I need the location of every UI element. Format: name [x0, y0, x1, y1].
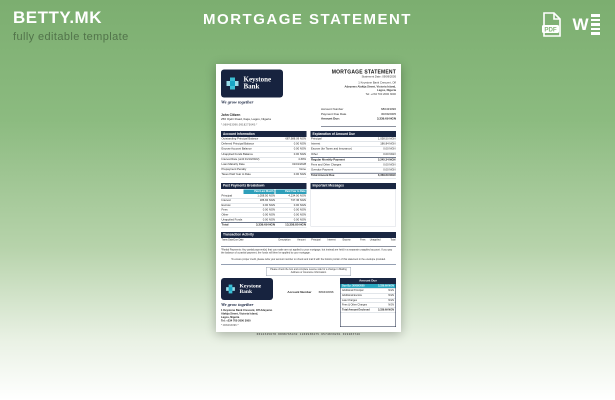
paid-last-month-value: 0.00 NGN: [262, 218, 275, 222]
transaction-column-label: Amount: [297, 238, 306, 242]
row-value: NGN: [388, 303, 394, 307]
paid-last-month-value: 0.00 NGN: [262, 208, 275, 212]
row-value: 186.84 NGN: [380, 142, 396, 146]
keystone-cross-icon: [225, 283, 236, 294]
summary-value: 30/09/2005: [380, 112, 396, 116]
account-summary: [321, 108, 396, 128]
coupon-account-value: 680433096: [318, 290, 334, 294]
row-value: 01/01/2028: [292, 163, 306, 167]
row-label: Interest: [311, 142, 321, 146]
paid-year-to-date-value: 747.36 NGN: [290, 199, 306, 203]
statement-title: MORTGAGE STATEMENT: [331, 69, 396, 75]
row-label: Taxes Paid Year to Date: [221, 173, 251, 177]
row-value: NGN: [388, 293, 394, 297]
summary-label: Account Number: [321, 108, 344, 111]
paid-last-month-value: 1,058.50 NGN: [257, 194, 275, 198]
transaction-activity-header: Transaction Activity: [221, 232, 396, 238]
row-label: Other: [311, 152, 318, 156]
paid-year-to-date-value: 4,234.00 NGN: [288, 194, 306, 198]
row-label: Unapplied Funds: [221, 218, 243, 222]
page-title: MORTGAGE STATEMENT: [203, 11, 412, 28]
payments-messages: [221, 183, 396, 228]
row-label: Due By: 30/09/2005: [341, 284, 365, 288]
coupon-account-label: Account Number: [287, 290, 312, 294]
bank-name: Keystone Bank: [243, 76, 272, 91]
keystone-bank-logo: [221, 70, 283, 98]
account-info-row: [221, 173, 307, 178]
row-label: Other: [221, 213, 229, 217]
row-value: 3,339.69 NGN: [377, 174, 396, 178]
transaction-column-label: Principal: [311, 238, 321, 242]
paid-year-to-date-value: 13,358.80 NGN: [285, 223, 306, 227]
summary-value: 3,339.69 NGN: [376, 117, 396, 121]
row-value: NGN: [388, 298, 394, 302]
account-information-header: Account Information: [221, 131, 307, 137]
paid-year-to-date-value: 0.00 NGN: [293, 213, 306, 217]
coupon-address-line: Alakija Street, Victoria Island,: [221, 312, 259, 316]
brand-subtitle: fully editable template: [13, 31, 129, 43]
row-value: 4.30%: [298, 157, 306, 161]
row-label: Interest Rate (until 01/10/2022): [221, 157, 260, 161]
past-payments-row: [221, 223, 307, 228]
row-value: 0.00 NGN: [383, 147, 396, 151]
row-value: 0.00 NGN: [383, 168, 396, 172]
explanation-row: [311, 173, 397, 179]
paid-last-month-value: 0.00 NGN: [262, 203, 275, 207]
mortgage-statement-preview: [216, 64, 401, 336]
row-value: None: [299, 168, 306, 172]
bank-address-line: Lagos, Nigeria: [377, 89, 396, 92]
row-label: Regular Monthly Payment: [311, 158, 345, 162]
statement-date: Statement Date: 09/09/2005: [361, 75, 396, 79]
past-payments-table: [221, 183, 307, 228]
credit-note: To ensure proper credit, please write your account number on check and mail it with the bottom portion of this statement in the envelope provided.: [231, 258, 386, 261]
pdf-download-icon[interactable]: [539, 11, 565, 38]
coupon-body: [221, 278, 396, 327]
row-value: 0.00 NGN: [293, 147, 306, 151]
row-label: Outstanding Principal Balance: [221, 137, 259, 141]
row-label: Loan Maturity Date: [221, 163, 245, 167]
past-payments-header: Past Payments Breakdown: [221, 183, 307, 189]
explanation-table: [311, 131, 397, 179]
row-label: Additional Principal: [341, 289, 364, 293]
row-label: Additional Escrow: [341, 293, 362, 297]
row-value: 1,058.50 NGN: [377, 137, 396, 141]
account-information-table: [221, 131, 307, 179]
col-paid-year-to-date: Paid Year to Date: [276, 189, 307, 194]
coupon-notice: Please check the box and complete reverse side for a change in Mailing Address or Insurance Information: [266, 267, 351, 276]
row-label: Interest: [221, 199, 231, 203]
paid-year-to-date-value: 0.00 NGN: [293, 208, 306, 212]
info-tables: [221, 131, 396, 179]
bank-tagline: We grow together: [221, 301, 254, 307]
coupon-address-line: Tel: +234 700 2000 3000: [221, 319, 251, 323]
download-icons: [539, 11, 599, 38]
bank-address: [332, 82, 396, 97]
amount-due-box: [340, 278, 396, 327]
addressee-summary-row: [221, 107, 396, 128]
row-label: Late Charges: [341, 298, 358, 302]
word-page-lines: [591, 14, 600, 35]
row-value: NGN: [388, 289, 394, 293]
row-value: 687,988.09 NGN: [285, 137, 306, 141]
transaction-column-label: Escrow: [342, 238, 351, 242]
bank-address-line: 1 Keystone Bank Crescent, Off: [358, 81, 396, 85]
col-paid-last-month: Paid Last Month: [244, 189, 275, 194]
amount-due-header: Amount Due: [340, 278, 395, 284]
customer-name: John Citizen: [221, 113, 241, 117]
brand-logo: BETTY.MK: [13, 8, 102, 27]
micr-line: 0012345678 0098765432 1102938475 6574839201 019283746: [256, 332, 361, 336]
paid-year-to-date-value: 0.00 NGN: [293, 218, 306, 222]
coupon-bank-address: [221, 309, 281, 323]
row-value: 3,339.69 NGN: [378, 308, 394, 312]
transaction-columns: [221, 238, 396, 247]
row-value: 0.00 NGN: [293, 173, 306, 177]
row-value: 0.00 NGN: [293, 142, 306, 146]
row-label: Unapplied Funds Balance: [221, 152, 253, 156]
transaction-column-label: Trans Date: [221, 238, 234, 242]
important-messages-header: Important Messages: [311, 183, 397, 189]
pdf-icon: [540, 11, 564, 38]
summary-row: [321, 117, 396, 122]
row-value: 3,245.34 NGN: [377, 158, 396, 162]
bank-address-line: Tel: +234 700 2000 3000: [365, 92, 396, 96]
important-messages-body: [311, 189, 397, 227]
customer-address: 256 Ojelri Road, Ikeja, Lagos, Nigeria: [221, 118, 271, 121]
past-payments-row: [221, 218, 307, 223]
transaction-column-label: Unapplied: [369, 238, 381, 242]
row-value: 3,339.69 NGN: [378, 284, 394, 288]
row-label: Overdue Payment: [311, 168, 334, 172]
statement-header: [221, 70, 396, 105]
statement-header-right: [332, 70, 396, 105]
customer-address-block: [221, 114, 271, 128]
row-label: Prepayment Penalty: [221, 168, 247, 172]
explanation-header: Explanation of Amount Due: [311, 131, 397, 137]
bank-tagline: We grow together: [221, 99, 254, 105]
row-label: Escrow Account Balance: [221, 147, 252, 151]
row-label: Total Amount Enclosed: [341, 308, 370, 312]
svg-text:PDF: PDF: [544, 26, 557, 34]
summary-value: 680433096: [380, 108, 396, 111]
row-value: 0.00 NGN: [293, 152, 306, 156]
coupon-account: [287, 291, 333, 327]
row-label: Escrow (for Taxes and Insurance): [311, 147, 352, 151]
transaction-column-label: Total: [390, 238, 396, 242]
row-label: Fees: [221, 208, 228, 212]
row-label: Fees and Other Charges: [311, 163, 342, 167]
row-label: Principal: [221, 194, 233, 198]
bank-address-line: Adeyemo Alakija Street, Victoria Island,: [344, 85, 396, 89]
partial-payments-note: *Partial Payments: Any partial payment(s) that you make are not applied to your mortgage, but instead are held in a separate unapplied account. If you pay the balance of a partial payment, the funds will then be applied to your mortgage.: [221, 248, 393, 255]
amount-due-row: [340, 308, 395, 313]
word-w-glyph: W: [572, 15, 589, 34]
coupon-code-line: *:068433096:*: [221, 324, 239, 327]
transaction-column-label: Interest: [327, 238, 336, 242]
coupon-address-line: Lagos, Nigeria: [221, 315, 240, 319]
transaction-activity: [221, 232, 396, 261]
payment-coupon: [221, 264, 396, 336]
paid-year-to-date-value: 0.00 NGN: [293, 203, 306, 207]
keystone-cross-icon: [225, 76, 240, 91]
coupon-address-line: 1 Keystone Bank Crescent, Off Adeyemo: [221, 308, 273, 312]
transaction-column-label: Description: [278, 238, 291, 242]
word-download-icon[interactable]: [573, 11, 599, 38]
row-label: Escrow: [221, 203, 231, 207]
statement-page: [216, 64, 401, 336]
row-value: 0.00 NGN: [383, 152, 396, 156]
coupon-bank-block: [221, 278, 281, 327]
summary-label: Payment Due Date: [321, 112, 347, 116]
row-label: Total Amount Due: [311, 174, 335, 178]
row-label: Fees & Other Charges: [341, 303, 368, 307]
summary-label: Amount Due:: [321, 117, 340, 121]
paid-last-month-value: 0.00 NGN: [262, 213, 275, 217]
transaction-column-label: Fees: [360, 238, 366, 242]
row-value: 0.00 NGN: [383, 163, 396, 167]
row-label: Total: [221, 223, 229, 227]
row-label: Deferred Principal Balance: [221, 142, 255, 146]
paid-last-month-value: 186.84 NGN: [259, 199, 275, 203]
bank-name: Keystone Bank: [239, 282, 262, 295]
important-messages: [311, 183, 397, 228]
transaction-column-label: Due Date: [233, 238, 244, 242]
customer-code-line: *:068433096:0918273645:*: [221, 123, 258, 127]
row-label: Principal: [311, 137, 322, 141]
keystone-bank-logo-small: [221, 278, 273, 300]
paid-last-month-value: 3,339.69 NGN: [255, 223, 275, 227]
